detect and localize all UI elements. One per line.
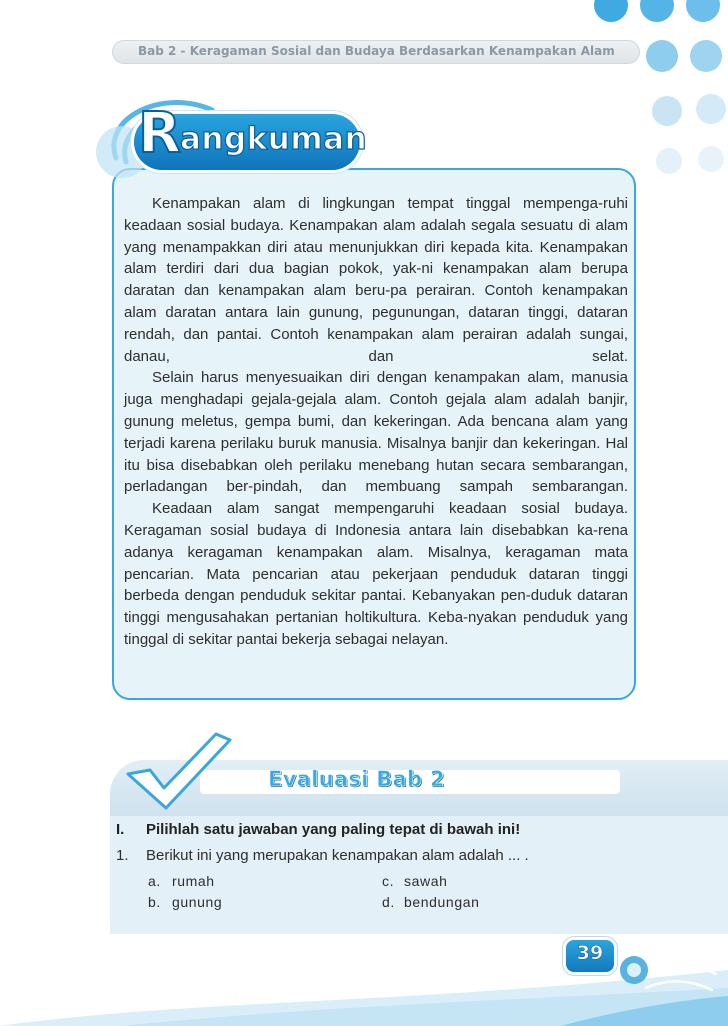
question-text: Berikut ini yang merupakan kenampakan alam adalah ... . [146, 847, 529, 864]
decorative-dot [656, 148, 682, 174]
decorative-dot [686, 0, 720, 22]
summary-title: angkuman [180, 121, 368, 157]
question-number: 1. [116, 847, 129, 864]
decorative-dot [690, 40, 722, 72]
decorative-dot [652, 96, 682, 126]
option-text: rumah [172, 873, 215, 889]
chapter-header-title: Bab 2 - Keragaman Sosial dan Budaya Berdasarkan Kenampakan Alam [138, 44, 615, 58]
summary-paragraph: Keadaan alam sangat mempengaruhi keadaan sosial budaya. Keragaman sosial budaya di Indonesia antara lain disebabkan ka-rena adanya keragaman kenampakan alam. Misalnya, keragaman mata pencarian. Mata pencarian atau pekerjaan penduduk dataran tinggi berbeda dengan penduduk sekitar pantai. Kebanyakan pen-duduk dataran tinggi mengusahakan pertanian holtikultura. Keba-nyakan penduduk yang tinggal di sekitar pantai bekerja sebagai nelayan. [124, 500, 628, 648]
decorative-dot [594, 0, 628, 22]
page-number: 39 [576, 942, 604, 964]
decorative-dot [640, 0, 674, 22]
option-text: bendungan [404, 894, 480, 910]
option-letter: c. [382, 873, 395, 889]
option-text: gunung [172, 894, 223, 910]
summary-body [124, 193, 628, 651]
summary-paragraph: Kenampakan alam di lingkungan tempat tinggal mempenga-ruhi keadaan sosial budaya. Kenampakan alam adalah segala sesuatu di alam yang menampakkan diri atau menunjukkan diri kepada kita. Kenampakan alam terdiri dari dua bagian pokok, yak-ni kenampakan alam berupa daratan dan kenampakan alam beru-pa perairan. Contoh kenampakan alam daratan antara lain gunung, pegunungan, dataran tinggi, dataran rendah, dan pantai. Contoh kenampakan alam perairan adalah sungai, danau, dan selat. [124, 195, 628, 365]
evaluation-title: Evaluasi Bab 2 [268, 767, 445, 791]
option-text: sawah [404, 873, 448, 889]
option-letter: b. [148, 894, 161, 910]
footer-wave-decoration [0, 930, 728, 1026]
section-instruction: Pilihlah satu jawaban yang paling tepat di bawah ini! [146, 821, 521, 838]
option-letter: a. [148, 873, 161, 889]
summary-title-initial: R [138, 101, 182, 166]
decorative-dot [698, 146, 724, 172]
section-number: I. [116, 821, 125, 838]
checkmark-icon [120, 730, 240, 810]
decorative-dot [646, 40, 678, 72]
decorative-dot [696, 94, 726, 124]
summary-paragraph: Selain harus menyesuaikan diri dengan kenampakan alam, manusia juga menghadapi gejala-gejala alam. Contoh gejala alam adalah banjir, gunung meletus, gempa bumi, dan kekeringan. Ada bencana alam yang terjadi karena perilaku buruk manusia. Misalnya banjir dan kekeringan. Hal itu bisa disebabkan oleh perilaku menebang hutan secara sembarangan, perladangan ber-pindah, dan membuang sampah sembarangan. [124, 369, 628, 496]
option-letter: d. [382, 894, 395, 910]
